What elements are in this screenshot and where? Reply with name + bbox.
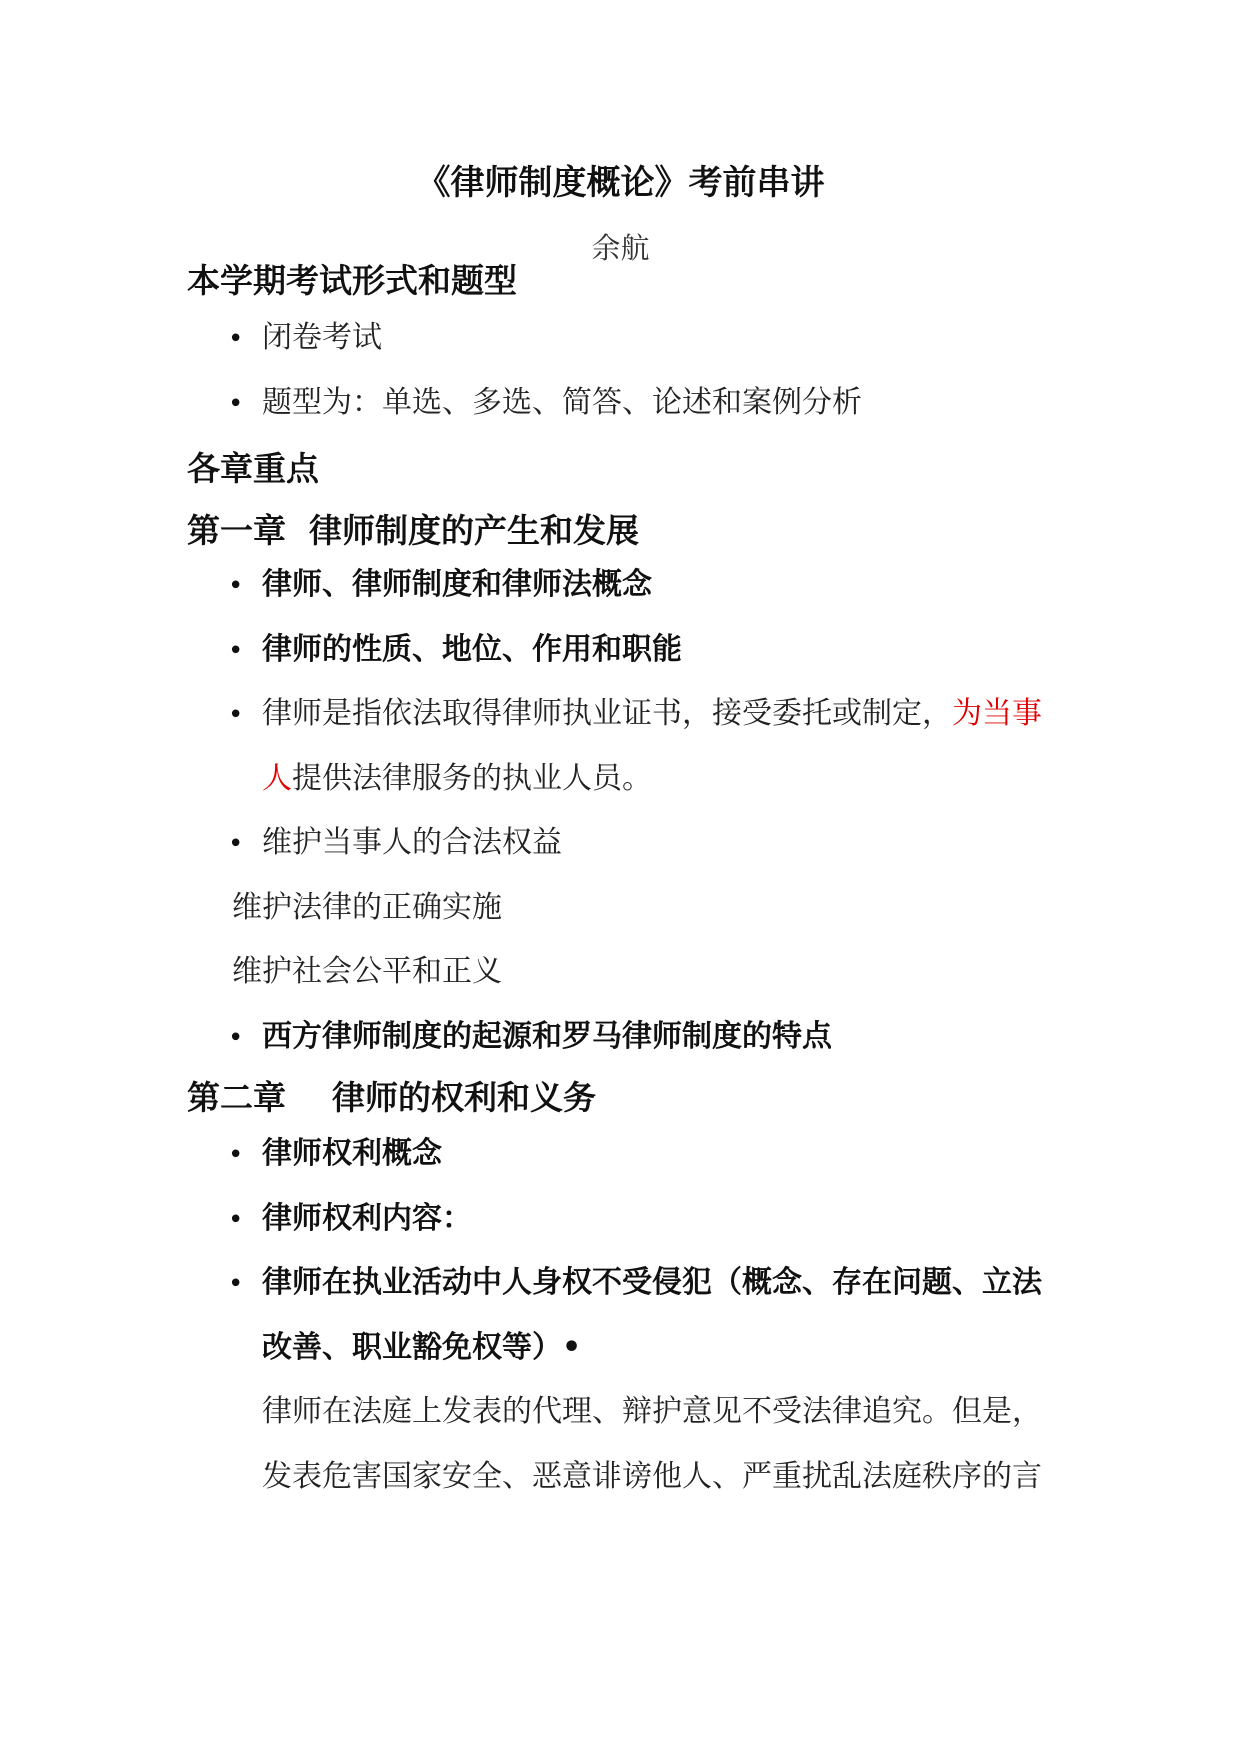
bullet-icon: • [228, 1023, 244, 1053]
definition-text: 提供法律服务的执业人员。 [292, 761, 652, 796]
bullet-icon: • [228, 1205, 244, 1235]
paragraph-line: 维护社会公平和正义 [232, 954, 502, 989]
list-item: 西方律师制度的起源和罗马律师制度的特点 [262, 1019, 832, 1054]
chapter-2-heading: 第二章 律师的权利和义务 [187, 1078, 596, 1117]
chapter-1-heading: 第一章 律师制度的产生和发展 [187, 511, 639, 550]
bullet-icon: • [228, 636, 244, 666]
bullet-icon: • [228, 389, 244, 419]
bullet-icon: • [228, 700, 244, 730]
bullet-icon: • [228, 1140, 244, 1170]
list-item-definition-line-1 [262, 694, 1042, 734]
list-item: 维护当事人的合法权益 [262, 825, 562, 860]
list-item: 律师在执业活动中人身权不受侵犯（概念、存在问题、立法 [262, 1265, 1042, 1300]
highlighted-text: 人 [262, 761, 292, 796]
document-title: 《律师制度概论》考前串讲 [416, 163, 825, 203]
section-heading-key-points: 各章重点 [187, 449, 319, 488]
list-item: 律师的性质、地位、作用和职能 [262, 632, 682, 667]
paragraph-line: 发表危害国家安全、恶意诽谤他人、严重扰乱法庭秩序的言 [262, 1459, 1042, 1494]
list-item-definition-line-2 [262, 759, 652, 799]
list-item: 题型为：单选、多选、简答、论述和案例分析 [262, 385, 862, 420]
list-item: 律师权利内容： [262, 1201, 472, 1236]
bullet-icon: • [228, 1269, 244, 1299]
paragraph-line: 律师在法庭上发表的代理、辩护意见不受法律追究。但是， [262, 1394, 1042, 1429]
bullet-icon: • [228, 324, 244, 354]
list-item: 律师权利概念 [262, 1136, 442, 1171]
section-heading-exam: 本学期考试形式和题型 [187, 261, 517, 300]
list-item-continuation: 改善、职业豁免权等）• [262, 1330, 582, 1365]
definition-text: 律师是指依法取得律师执业证书，接受委托或制定， [262, 696, 952, 731]
list-item: 闭卷考试 [262, 320, 382, 355]
paragraph-line: 维护法律的正确实施 [232, 890, 502, 925]
highlighted-text: 为当事 [952, 696, 1042, 731]
bullet-icon: • [228, 829, 244, 859]
bullet-icon: • [228, 571, 244, 601]
document-author: 余航 [591, 231, 650, 265]
list-item: 律师、律师制度和律师法概念 [262, 567, 652, 602]
